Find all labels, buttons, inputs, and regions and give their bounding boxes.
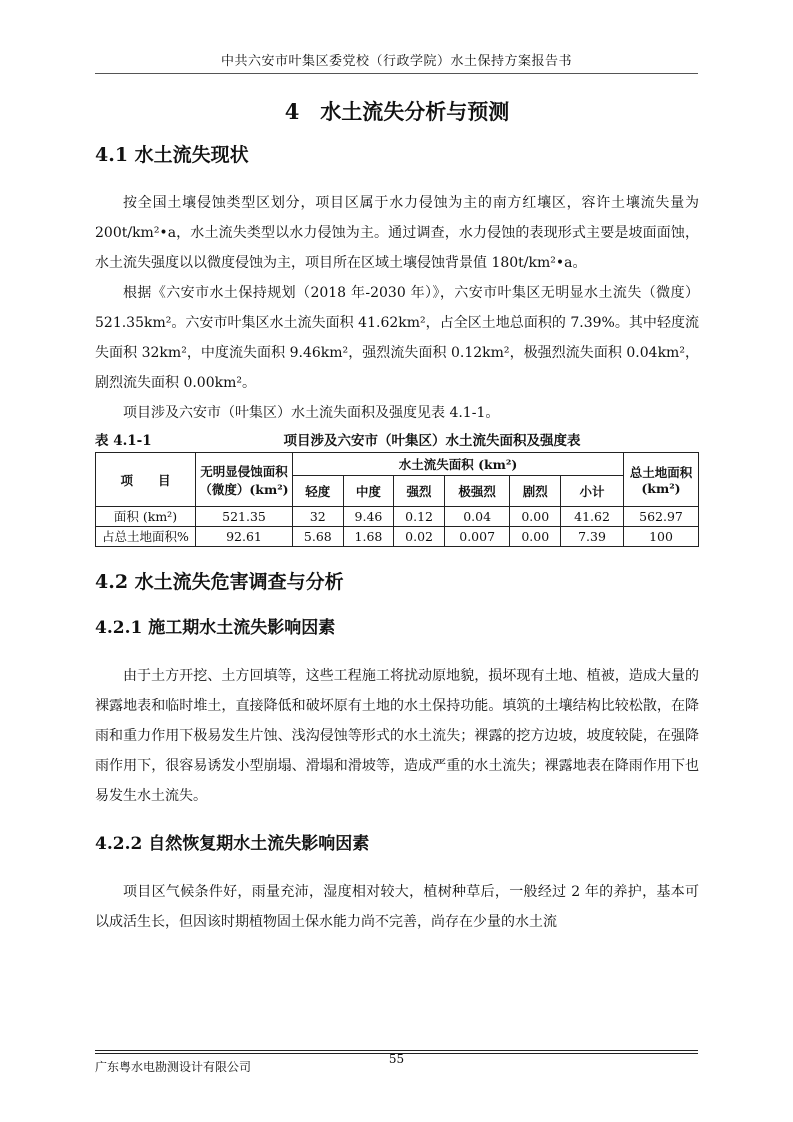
table-cell: 7.39 — [561, 527, 624, 547]
footer-rule — [95, 1050, 698, 1051]
th-total-land: 总土地面积(km²) — [624, 453, 699, 507]
th-item: 项 目 — [96, 453, 196, 507]
page-number: 55 — [388, 1052, 405, 1066]
th-sub: 中度 — [343, 476, 394, 507]
th-sub: 小计 — [561, 476, 624, 507]
paragraph-plan-statistics: 根据《六安市水土保持规划（2018 年-2030 年）》，六安市叶集区无明显水土流失（微度）521.35km²。六安市叶集区水土流失面积 41.62km²，占全区土地总面积的 7.39%。其中轻度流失面积 32km²，中度流失面积 9.46km²，强烈流失面积 0.12km²，极强烈流失面积 0.04km²，剧烈流失面积 0.00km²。 — [95, 285, 699, 391]
table-cell: 5.68 — [293, 527, 344, 547]
running-header: 中共六安市叶集区委党校（行政学院）水土保持方案报告书 — [220, 54, 572, 69]
table-cell: 0.02 — [394, 527, 445, 547]
paragraph-construction-factors: 由于土方开挖、土方回填等，这些工程施工将扰动原地貌，损坏现有土地、植被，造成大量的裸露地表和临时堆土，直接降低和破坏原有土地的水土保持功能。填筑的土壤结构比较松散，在降雨和重力作用下极易发生片蚀、浅沟侵蚀等形式的水土流失；裸露的挖方边坡，坡度较陡，在强降雨作用下，很容易诱发小型崩塌、滑塌和滑坡等，造成严重的水土流失；裸露地表在降雨作用下也易发生水土流失。 — [95, 668, 699, 804]
paragraph-table-reference: 项目涉及六安市（叶集区）水土流失面积及强度见表 4.1-1。 — [123, 405, 500, 421]
section-4-2-1-heading: 4.2.1 施工期水土流失影响因素 — [95, 618, 336, 638]
th-no-obvious-erosion: 无明显侵蚀面积（微度）(km²) — [196, 453, 293, 507]
th-loss-area: 水土流失面积 (km²) — [293, 453, 624, 476]
paragraph-recovery-factors: 项目区气候条件好，雨量充沛，湿度相对较大，植树种草后，一般经过 2 年的养护，基本可以成活生长，但因该时期植物固土保水能力尚不完善，尚存在少量的水土流 — [95, 884, 699, 930]
table-cell: 92.61 — [196, 527, 293, 547]
table-row — [96, 507, 699, 527]
page-content — [95, 92, 699, 937]
section-4-2-heading: 4.2 水土流失危害调查与分析 — [95, 571, 344, 593]
soil-loss-table — [95, 452, 699, 547]
chapter-title: 4 水土流失分析与预测 — [284, 99, 510, 124]
table-cell: 562.97 — [624, 507, 699, 527]
table-cell: 9.46 — [343, 507, 394, 527]
th-sub: 轻度 — [293, 476, 344, 507]
table-cell: 41.62 — [561, 507, 624, 527]
table-cell: 521.35 — [196, 507, 293, 527]
th-sub: 剧烈 — [510, 476, 561, 507]
header-rule — [95, 73, 698, 74]
th-sub: 强烈 — [394, 476, 445, 507]
table-cell: 1.68 — [343, 527, 394, 547]
table-cell: 32 — [293, 507, 344, 527]
table-cell: 0.12 — [394, 507, 445, 527]
th-sub: 极强烈 — [444, 476, 510, 507]
paragraph-soil-erosion-type: 按全国土壤侵蚀类型区划分，项目区属于水力侵蚀为主的南方红壤区，容许土壤流失量为 200t/km²•a，水土流失类型以水力侵蚀为主。通过调查，水力侵蚀的表现形式主要是坡面面蚀，水土流失强度以以微度侵蚀为主，项目所在区域土壤侵蚀背景值 180t/km²•a。 — [95, 195, 699, 271]
row-label: 面积 (km²) — [96, 507, 196, 527]
row-label: 占总土地面积% — [96, 527, 196, 547]
section-4-1-heading: 4.1 水土流失现状 — [95, 144, 249, 166]
table-cell: 0.04 — [444, 507, 510, 527]
table-cell: 100 — [624, 527, 699, 547]
table-number: 表 4.1-1 — [95, 433, 152, 449]
section-4-2-2-heading: 4.2.2 自然恢复期水土流失影响因素 — [95, 834, 370, 854]
table-cell: 0.00 — [510, 527, 561, 547]
footer-company: 广东粤水电勘测设计有限公司 — [95, 1060, 252, 1074]
table-title: 项目涉及六安市（叶集区）水土流失面积及强度表 — [283, 433, 581, 449]
table-cell: 0.00 — [510, 507, 561, 527]
table-caption — [95, 430, 699, 452]
table-row — [96, 527, 699, 547]
table-cell: 0.007 — [444, 527, 510, 547]
